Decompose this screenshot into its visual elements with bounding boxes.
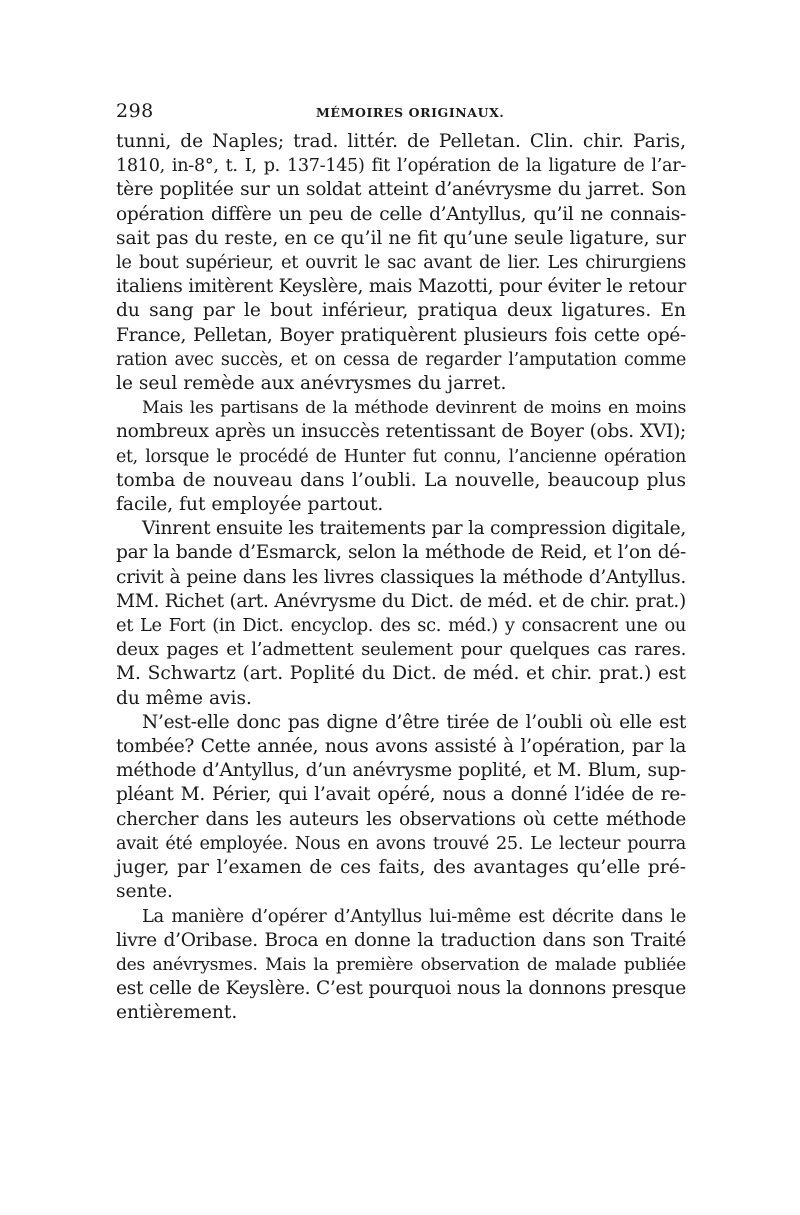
text-line: juger, par l’examen de ces faits, des avantages qu’elle pré- <box>116 857 686 879</box>
paragraph-1 <box>116 130 686 396</box>
text-line: sait pas du reste, en ce qu’il ne fit qu’une seule ligature, sur <box>116 227 686 249</box>
text-line: et, lorsque le procédé de Hunter fut connu, l’ancienne opération <box>116 446 686 467</box>
text-line: chercher dans les auteurs les observations où cette méthode <box>116 808 686 830</box>
paragraph-2 <box>116 396 686 517</box>
text-line: le seul remède aux anévrysmes du jarret. <box>116 373 507 395</box>
page <box>116 100 686 1026</box>
text-line: du sang par le bout inférieur, pratiqua deux ligatures. En <box>116 300 686 322</box>
text-line: M. Schwartz (art. Poplité du Dict. de méd. et chir. prat.) est <box>116 663 686 685</box>
running-head: MÉMOIRES ORIGINAUX. <box>316 105 505 120</box>
text-line: méthode d’Antyllus, d’un anévrysme poplité, et M. Blum, sup- <box>116 760 686 782</box>
text-line: tunni, de Naples; trad. littér. de Pelletan. Clin. chir. Paris, <box>116 131 686 152</box>
text-line: le bout supérieur, et ouvrit le sac avant de lier. Les chirurgiens <box>116 252 686 274</box>
paragraph-4 <box>116 711 686 905</box>
text-line: Vinrent ensuite les traitements par la compression digitale, <box>142 518 686 540</box>
text-line: deux pages et l’admettent seulement pour quelques cas rares. <box>116 639 686 661</box>
text-line: tombée? Cette année, nous avons assisté à l’opération, par la <box>116 736 686 758</box>
text-line: tomba de nouveau dans l’oubli. La nouvelle, beaucoup plus <box>116 469 686 491</box>
page-number: 298 <box>116 100 154 122</box>
text-line: pléant M. Périer, qui l’avait opéré, nous a donné l’idée de re- <box>116 784 686 806</box>
text-line: MM. Richet (art. Anévrysme du Dict. de méd. et de chir. prat.) <box>116 590 686 612</box>
text-line: crivit à peine dans les livres classiques la méthode d’Antyllus. <box>116 566 686 588</box>
paragraph-3 <box>116 517 686 711</box>
text-line: et Le Fort (in Dict. encyclop. des sc. méd.) y consacrent une ou <box>116 615 686 637</box>
page-header <box>116 100 686 126</box>
text-line: italiens imitèrent Keyslère, mais Mazotti, pour éviter le retour <box>116 276 686 298</box>
text-line: La manière d’opérer d’Antyllus lui-même est décrite dans le <box>142 905 686 927</box>
text-line: facile, fut employée partout. <box>116 494 384 516</box>
paragraph-5 <box>116 905 686 1026</box>
text-line: sente. <box>116 881 173 903</box>
text-line: tère poplitée sur un soldat atteint d’anévrysme du jarret. Son <box>116 179 686 201</box>
text-line: nombreux après un insuccès retentissant de Boyer (obs. XVI); <box>116 421 686 443</box>
text-line: ration avec succès, et on cessa de regarder l’amputation comme <box>116 349 686 370</box>
text-line: est celle de Keyslère. C’est pourquoi nous la donnons presque <box>116 978 686 1000</box>
text-line: par la bande d’Esmarck, selon la méthode de Reid, et l’on dé- <box>116 542 686 564</box>
text-line: du même avis. <box>116 687 252 709</box>
text-line: Mais les partisans de la méthode devinrent de moins en moins <box>142 398 686 419</box>
text-line: livre d’Oribase. Broca en donne la traduction dans son Traité <box>116 929 686 951</box>
text-line: entièrement. <box>116 1002 238 1024</box>
text-line: des anévrysmes. Mais la première observation de malade publiée <box>116 954 686 975</box>
text-line: 1810, in-8°, t. I, p. 137-145) fit l’opération de la ligature de l’ar- <box>116 156 686 177</box>
text-line: N’est-elle donc pas digne d’être tirée de l’oubli où elle est <box>142 711 686 733</box>
text-line: avait été employée. Nous en avons trouvé 25. Le lecteur pourra <box>116 833 686 854</box>
text-line: France, Pelletan, Boyer pratiquèrent plusieurs fois cette opé- <box>116 324 686 346</box>
text-line: opération diffère un peu de celle d’Antyllus, qu’il ne connais- <box>116 203 686 225</box>
